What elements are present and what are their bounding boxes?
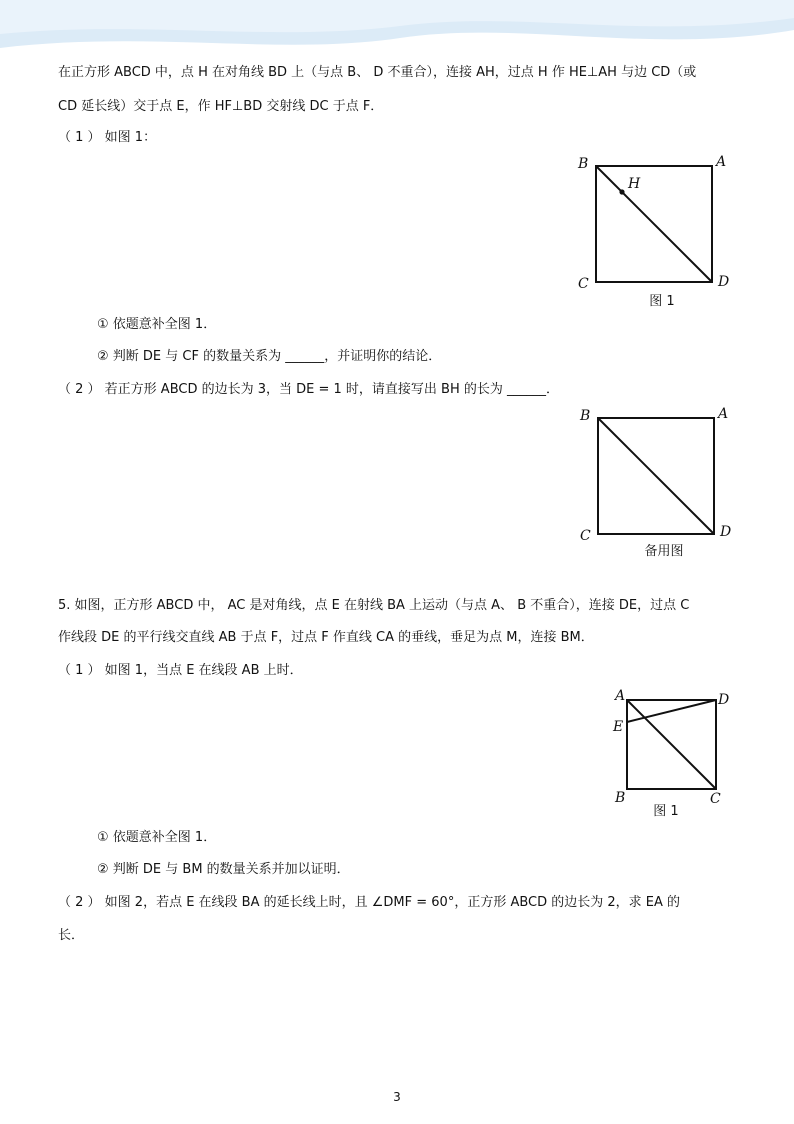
page-number: 3 [393, 1090, 401, 1104]
q4-fig1-label-D: D [718, 274, 730, 290]
q4-fig2-caption: 备用图 [644, 544, 684, 559]
q4-fig2-label-A: A [718, 406, 729, 422]
q5-fig1-label-A: A [615, 688, 626, 704]
q5-part2-line2: 长． [58, 928, 85, 943]
q4-fig1-label-B: B [578, 156, 589, 172]
q4-figure-spare [574, 402, 734, 562]
q4-fig2-label-D: D [720, 524, 732, 540]
q4-intro-line2: CD 延长线）交于点 E，作 HF⊥BD 交射线 DC 于点 F． [58, 99, 384, 114]
q4-part1-item2: ② 判断 DE 与 CF 的数量关系为 ______，并证明你的结论． [97, 349, 442, 364]
q4-fig1-caption: 图 1 [649, 294, 675, 309]
q4-fig1-label-C: C [578, 276, 589, 292]
q5-fig1-label-E: E [613, 719, 624, 735]
q5-fig1-label-C: C [710, 791, 721, 807]
q5-fig1-label-D: D [718, 692, 730, 708]
q5-intro-line1: 5. 如图，正方形 ABCD 中， AC 是对角线，点 E 在射线 BA 上运动（与点 A、 B 不重合），连接 DE，过点 C [58, 598, 690, 613]
q4-fig2-label-C: C [580, 528, 591, 544]
q5-part1-item2: ② 判断 DE 与 BM 的数量关系并加以证明． [97, 862, 350, 877]
q4-fig2-label-B: B [580, 408, 591, 424]
q5-intro-line2: 作线段 DE 的平行线交直线 AB 于点 F，过点 F 作直线 CA 的垂线，垂足为点 M，连接 BM． [58, 630, 594, 645]
q4-part2: （ 2 ） 若正方形 ABCD 的边长为 3，当 DE = 1 时，请直接写出 BH 的长为 ______． [58, 382, 560, 397]
q5-fig1-caption: 图 1 [653, 804, 679, 819]
q4-fig1-label-H: H [628, 176, 641, 192]
q5-part1-item1: ① 依题意补全图 1． [97, 830, 217, 845]
q5-figure-1 [606, 686, 746, 819]
q5-part1-label: （ 1 ） 如图 1，当点 E 在线段 AB 上时． [58, 663, 303, 678]
q4-intro-line1: 在正方形 ABCD 中，点 H 在对角线 BD 上（与点 B、 D 不重合），连接 AH，过点 H 作 HE⊥AH 与边 CD（或 [58, 65, 697, 80]
q5-fig1-label-B: B [615, 790, 626, 806]
q4-part1-label: （ 1 ） 如图 1： [58, 130, 157, 145]
q4-part1-item1: ① 依题意补全图 1． [97, 317, 217, 332]
q4-figure-1 [572, 150, 732, 310]
q5-part2-line1: （ 2 ） 如图 2，若点 E 在线段 BA 的延长线上时，且 ∠DMF = 60°，正方形 ABCD 的边长为 2，求 EA 的 [58, 895, 681, 910]
q4-fig1-label-A: A [716, 154, 727, 170]
header-wave-band [0, 0, 794, 60]
